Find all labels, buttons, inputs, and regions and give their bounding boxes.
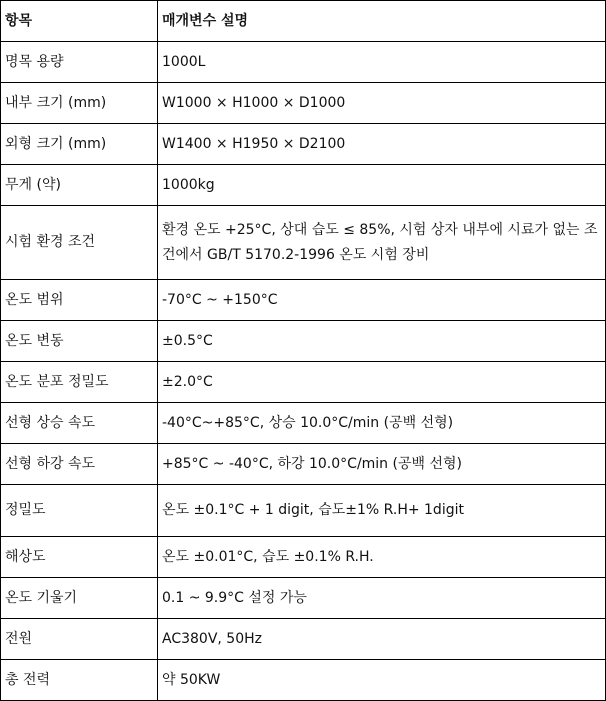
table-row [1, 537, 606, 578]
row-label: 시험 환경 조건 [1, 206, 158, 280]
table-row [1, 124, 606, 165]
table-header-row [1, 1, 606, 42]
row-label: 무게 (약) [1, 165, 158, 206]
row-label: 해상도 [1, 537, 158, 578]
table-row [1, 83, 606, 124]
row-label: 정밀도 [1, 485, 158, 537]
table-row [1, 444, 606, 485]
table-row [1, 578, 606, 619]
table-row [1, 362, 606, 403]
row-value: 1000kg [158, 165, 606, 206]
row-value: 온도 ±0.01°C, 습도 ±0.1% R.H. [158, 537, 606, 578]
row-value: ±0.5°C [158, 321, 606, 362]
table-row [1, 619, 606, 660]
row-label: 총 전력 [1, 660, 158, 701]
row-label: 온도 분포 정밀도 [1, 362, 158, 403]
row-value: 환경 온도 +25°C, 상대 습도 ≤ 85%, 시험 상자 내부에 시료가 없는 조건에서 GB/T 5170.2-1996 온도 시험 장비 [158, 206, 606, 280]
table-row [1, 280, 606, 321]
table-row [1, 403, 606, 444]
header-description: 매개변수 설명 [158, 1, 606, 42]
table-row [1, 321, 606, 362]
row-value: -40°C~+85°C, 상승 10.0°C/min (공백 선형) [158, 403, 606, 444]
row-label: 선형 상승 속도 [1, 403, 158, 444]
row-label: 외형 크기 (mm) [1, 124, 158, 165]
row-value: 1000L [158, 42, 606, 83]
row-value: +85°C ~ -40°C, 하강 10.0°C/min (공백 선형) [158, 444, 606, 485]
table-row [1, 485, 606, 537]
row-label: 선형 하강 속도 [1, 444, 158, 485]
table-row [1, 165, 606, 206]
row-label: 온도 변동 [1, 321, 158, 362]
row-label: 명목 용량 [1, 42, 158, 83]
row-value: W1000 × H1000 × D1000 [158, 83, 606, 124]
row-value: 0.1 ~ 9.9°C 설정 가능 [158, 578, 606, 619]
row-value: 온도 ±0.1°C + 1 digit, 습도±1% R.H+ 1digit [158, 485, 606, 537]
header-item: 항목 [1, 1, 158, 42]
table-row [1, 660, 606, 701]
row-value: ±2.0°C [158, 362, 606, 403]
table-row [1, 206, 606, 280]
row-value: W1400 × H1950 × D2100 [158, 124, 606, 165]
table-row [1, 42, 606, 83]
row-label: 전원 [1, 619, 158, 660]
row-label: 내부 크기 (mm) [1, 83, 158, 124]
row-label: 온도 기울기 [1, 578, 158, 619]
row-value: AC380V, 50Hz [158, 619, 606, 660]
row-label: 온도 범위 [1, 280, 158, 321]
row-value: -70°C ~ +150°C [158, 280, 606, 321]
row-value: 약 50KW [158, 660, 606, 701]
